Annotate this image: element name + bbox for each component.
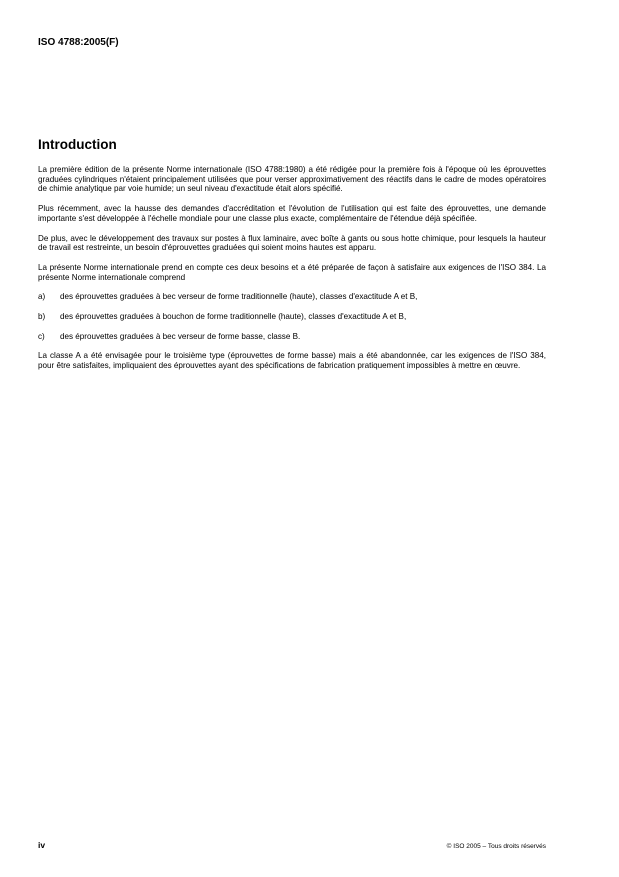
page-footer	[38, 840, 546, 850]
introduction-section	[38, 137, 546, 381]
cylinder-types-list	[38, 292, 546, 341]
list-text: des éprouvettes graduées à bec verseur de forme traditionnelle (haute), classes d'exactitude A et B,	[60, 292, 418, 302]
document-id: ISO 4788:2005(F)	[38, 37, 119, 48]
page-number: iv	[38, 840, 46, 850]
paragraph-4: La présente Norme internationale prend en compte ces deux besoins et a été préparée de façon à satisfaire aux exigences de l'ISO 384. La présente Norme internationale comprend	[38, 262, 546, 282]
list-marker: a)	[38, 292, 46, 302]
closing-paragraph: La classe A a été envisagée pour le troisième type (éprouvettes de forme basse) mais a été abandonnée, car les exigences de l'ISO 384, pour être satisfaites, impliquaient des éprouvettes ayant des spécifications de fabrication pratiquement impossibles à mettre en œuvre.	[38, 351, 546, 371]
paragraph-2: Plus récemment, avec la hausse des demandes d'accréditation et l'évolution de l'utilisation qui est faite des éprouvettes, une demande importante s'est développée à l'échelle mondiale pour une classe plus exacte, complémentaire de l'étendue déjà spécifiée.	[38, 204, 546, 223]
list-item-c	[38, 332, 546, 342]
copyright-notice: © ISO 2005 – Tous droits réservés	[446, 843, 546, 850]
paragraph-1: La première édition de la présente Norme internationale (ISO 4788:1980) a été rédigée pour la première fois à l'époque où les éprouvettes graduées cylindriques n'étaient principalement utilisées que pour verser approximativement des réactifs dans le cadre de modes opératoires de chimie analytique par voie humide; un seul niveau d'exactitude était alors spécifié.	[38, 165, 546, 194]
section-title: Introduction	[38, 137, 117, 152]
list-marker: c)	[38, 331, 45, 341]
list-item-a	[38, 292, 546, 302]
list-item-b	[38, 312, 546, 322]
list-marker: b)	[38, 312, 46, 322]
list-text: des éprouvettes graduées à bec verseur de forme basse, classe B.	[60, 331, 301, 341]
paragraph-3: De plus, avec le développement des travaux sur postes à flux laminaire, avec boîte à gants ou sous hotte chimique, pour lesquels la hauteur de travail est restreinte, un besoin d'éprouvettes graduées qui soient moins hautes est apparu.	[38, 233, 546, 253]
list-text: des éprouvettes graduées à bouchon de forme traditionnelle (haute), classes d'exactitude A et B,	[60, 312, 407, 322]
